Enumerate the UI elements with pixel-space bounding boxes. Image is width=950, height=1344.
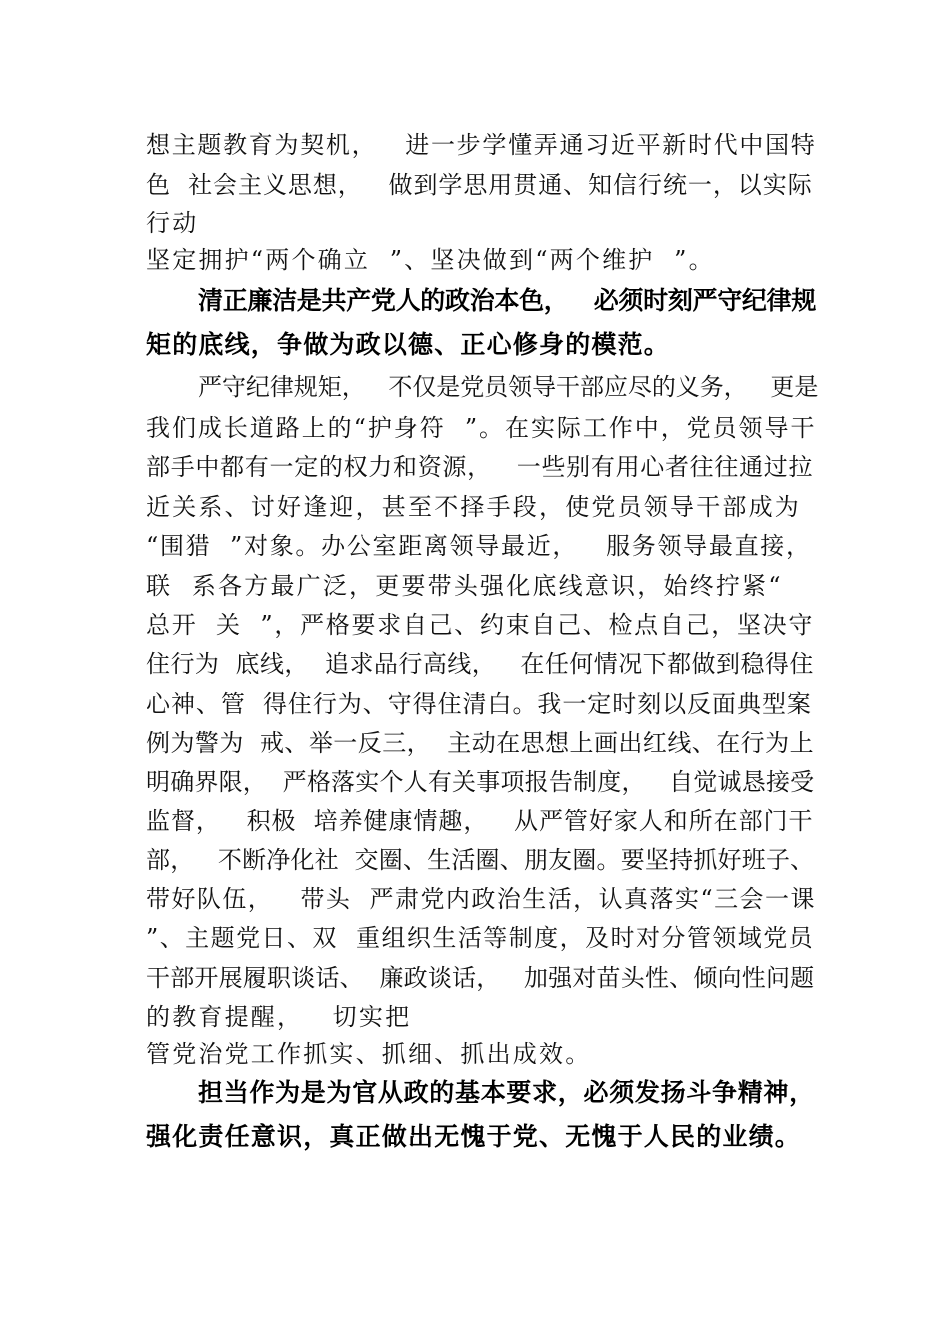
- paragraph-line: 心神、管 得住行为、守得住清白。我一定时刻以反面典型案: [146, 690, 812, 718]
- paragraph-line: 的教育提醒， 切实把: [146, 1003, 412, 1031]
- section-heading-line: 清正廉洁是共产党人的政治本色， 必须时刻严守纪律规: [198, 286, 817, 315]
- paragraph-line: ”、主题党日、双 重组织生活等制度，及时对分管领域党员: [146, 924, 815, 952]
- paragraph-line: 坚定拥护“两个确立 ”、坚决做到“两个维护 ”。: [146, 246, 715, 274]
- section-heading-line: 强化责任意识，真正做出无愧于党、无愧于人民的业绩。: [146, 1122, 802, 1151]
- paragraph-line: 部手中都有一定的权力和资源， 一些别有用心者往往通过拉: [146, 453, 814, 481]
- paragraph-line: 严守纪律规矩， 不仅是党员领导干部应尽的义务， 更是: [198, 373, 819, 401]
- paragraph-line: 干部开展履职谈话、 廉政谈话， 加强对苗头性、倾向性问题: [146, 964, 815, 992]
- paragraph-line: 我们成长道路上的“护身符 ”。在实际工作中，党员领导干: [146, 414, 817, 442]
- paragraph-line: 色 社会主义思想， 做到学思用贯通、知信行统一，以实际: [146, 171, 813, 199]
- paragraph-line: 住行为 底线， 追求品行高线， 在任何情况下都做到稳得住: [146, 650, 814, 678]
- section-heading-line: 矩的底线，争做为政以德、正心修身的模范。: [146, 330, 671, 359]
- section-heading-line: 担当作为是为官从政的基本要求，必须发扬斗争精神，: [198, 1078, 815, 1107]
- paragraph-line: 监督， 积极 培养健康情趣， 从严管好家人和所在部门干: [146, 807, 814, 835]
- paragraph-line: 部， 不断净化社 交圈、生活圈、朋友圈。要坚持抓好班子、: [146, 846, 815, 874]
- paragraph-line: 行动: [146, 209, 199, 237]
- paragraph-line: 想主题教育为契机， 进一步学懂弄通习近平新时代中国特: [146, 131, 817, 159]
- paragraph-line: 联 系各方最广泛，更要带头强化底线意识，始终拧紧“: [146, 572, 783, 600]
- paragraph-line: 总开 关 ”，严格要求自己、约束自己、检点自己，坚决守: [146, 611, 815, 639]
- paragraph-line: 管党治党工作抓实、抓细、抓出成效。: [146, 1040, 592, 1068]
- paragraph-line: 近关系、讨好逢迎，甚至不择手段，使党员领导干部成为: [146, 493, 801, 521]
- paragraph-line: 例为警为 戒、举一反三， 主动在思想上画出红线、在行为上: [146, 729, 815, 757]
- paragraph-line: “围猎 ”对象。办公室距离领导最近， 服务领导最直接，: [146, 532, 812, 560]
- paragraph-line: 带好队伍， 带头 严肃党内政治生活，认真落实“三会一课: [146, 885, 816, 913]
- paragraph-line: 明确界限， 严格落实个人有关事项报告制度， 自觉诚恳接受: [146, 768, 815, 796]
